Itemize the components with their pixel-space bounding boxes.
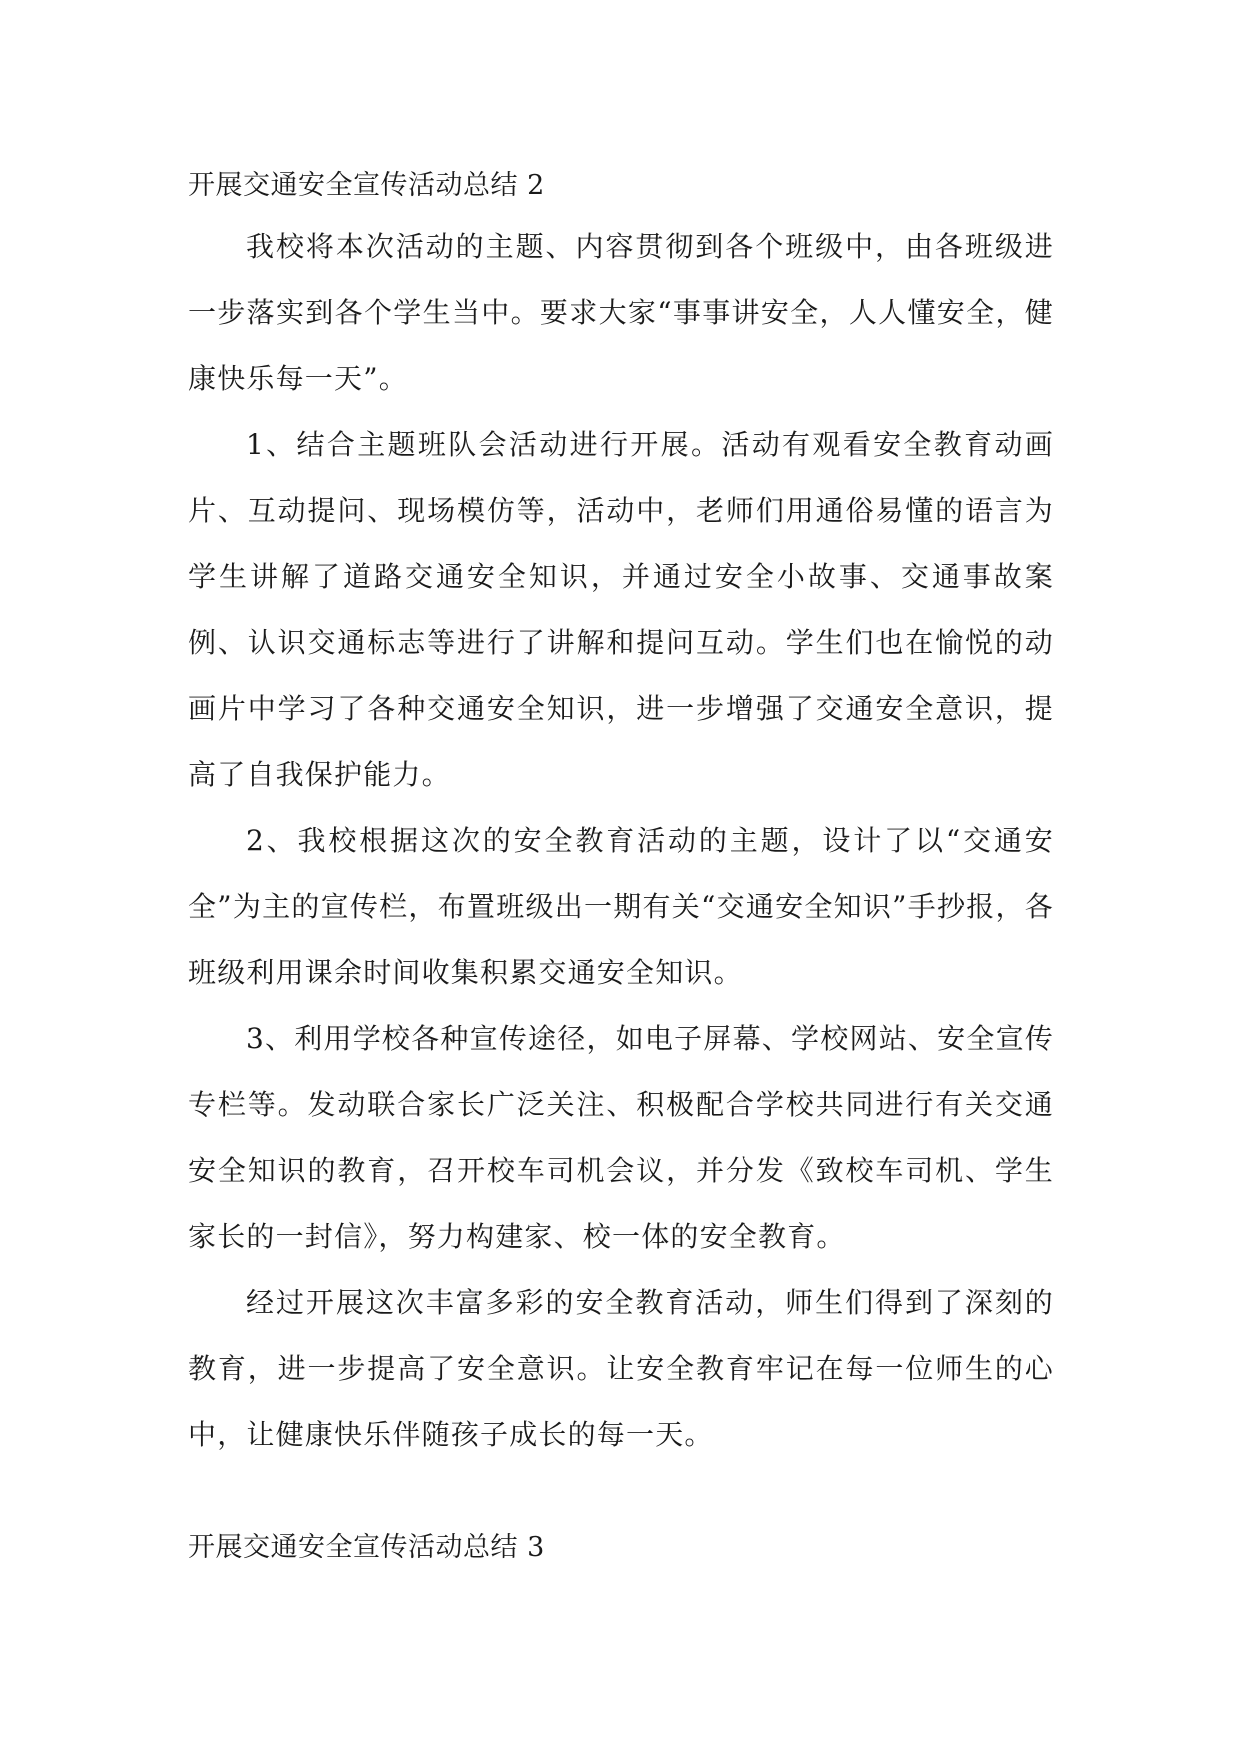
paragraph: 经过开展这次丰富多彩的安全教育活动，师生们得到了深刻的教育，进一步提高了安全意识。让安全教育牢记在每一位师生的心中，让健康快乐伴随孩子成长的每一天。 [188,1286,1054,1451]
paragraph: 2、我校根据这次的安全教育活动的主题，设计了以“交通安全”为主的宣传栏，布置班级出一期有关“交通安全知识”手抄报，各班级利用课余时间收集积累交通安全知识。 [188,824,1054,989]
paragraph: 3、利用学校各种宣传途径，如电子屏幕、学校网站、安全宣传专栏等。发动联合家长广泛关注、积极配合学校共同进行有关交通安全知识的教育，召开校车司机会议，并分发《致校车司机、学生家长的一封信》，努力构建家、校一体的安全教育。 [188,1022,1054,1253]
section-body [188,214,1054,1468]
section-heading: 开展交通安全宣传活动总结 3 [188,1532,545,1563]
paragraph: 1、结合主题班队会活动进行开展。活动有观看安全教育动画片、互动提问、现场模仿等，活动中，老师们用通俗易懂的语言为学生讲解了道路交通安全知识，并通过安全小故事、交通事故案例、认识交通标志等进行了讲解和提问互动。学生们也在愉悦的动画片中学习了各种交通安全知识，进一步增强了交通安全意识，提高了自我保护能力。 [188,428,1054,791]
section-heading: 开展交通安全宣传活动总结 2 [188,170,545,201]
paragraph: 我校将本次活动的主题、内容贯彻到各个班级中，由各班级进一步落实到各个学生当中。要求大家“事事讲安全，人人懂安全，健康快乐每一天”。 [188,230,1054,395]
